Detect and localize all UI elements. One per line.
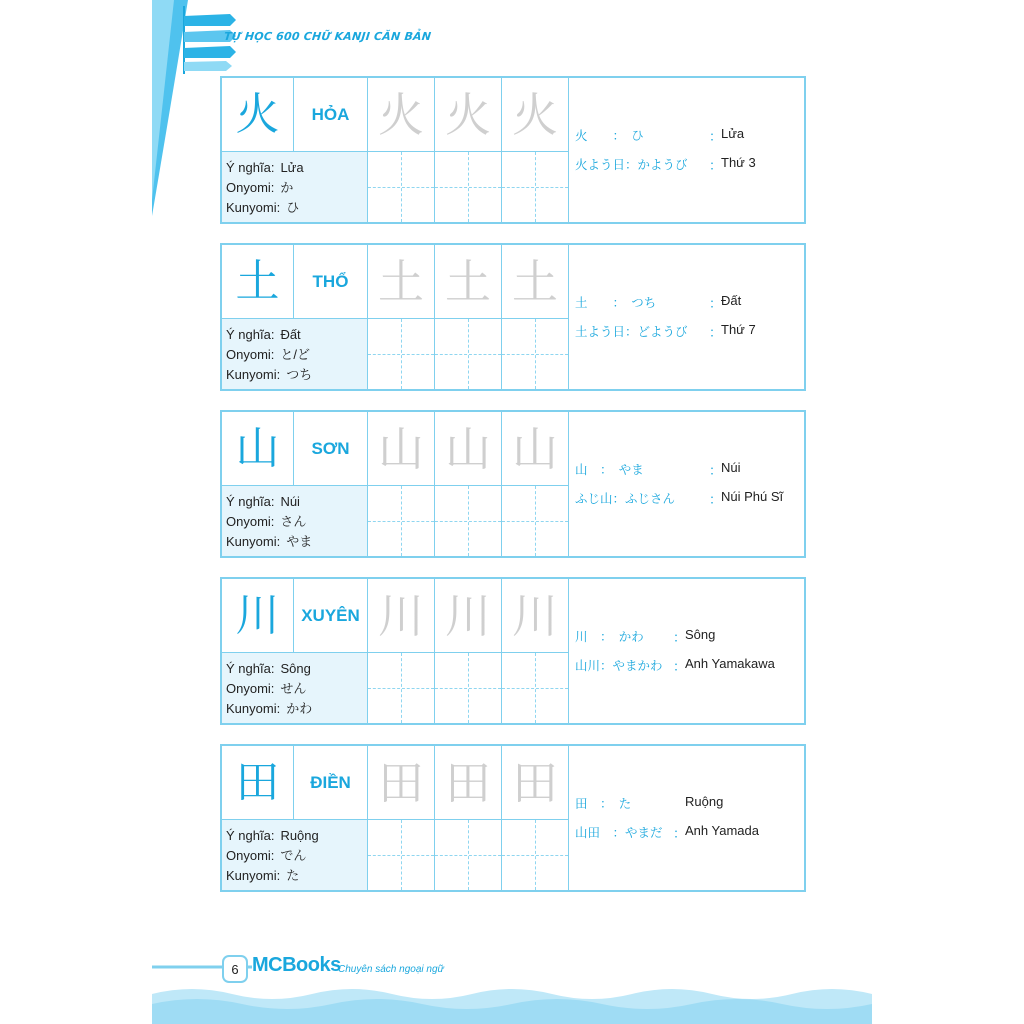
vocab-japanese: 山田 ：やまだ <box>575 825 663 840</box>
trace-box: 火 <box>368 78 435 152</box>
onyomi-label: Onyomi: <box>226 681 275 696</box>
kanji-card <box>220 243 806 391</box>
kanji-card <box>220 744 806 892</box>
meaning-value: Ruộng <box>280 828 319 843</box>
han-viet-name: SƠN <box>294 412 368 486</box>
practice-box[interactable] <box>368 486 435 556</box>
meaning-label: Ý nghĩa: <box>226 494 275 509</box>
vocab-meaning: Anh Yamakawa <box>685 656 775 671</box>
trace-box: 川 <box>435 579 502 653</box>
vocab-item <box>575 794 804 823</box>
onyomi-label: Onyomi: <box>226 347 275 362</box>
vocab-item <box>575 293 804 322</box>
kanji-card <box>220 76 806 224</box>
kunyomi-value: つち <box>286 367 313 382</box>
reading-info <box>222 653 368 723</box>
vocab-separator: ： <box>673 659 687 674</box>
vocab-item <box>575 155 804 184</box>
trace-box: 火 <box>435 78 502 152</box>
han-viet-name: ĐIỀN <box>294 746 368 820</box>
vocab-separator: ： <box>709 492 723 507</box>
vocab-meaning: Anh Yamada <box>685 823 759 838</box>
kanji-card <box>220 410 806 558</box>
vocab-separator: ： <box>673 826 687 841</box>
kanji-character: 川 <box>222 579 294 653</box>
vocab-item <box>575 126 804 155</box>
onyomi-label: Onyomi: <box>226 180 275 195</box>
reading-info <box>222 152 368 222</box>
meaning-label: Ý nghĩa: <box>226 661 275 676</box>
kunyomi-value: やま <box>286 534 313 549</box>
trace-box: 火 <box>502 78 569 152</box>
onyomi-value: か <box>280 180 294 195</box>
vocab-meaning: Thứ 3 <box>721 155 756 170</box>
han-viet-name: THỔ <box>294 245 368 319</box>
han-viet-name: XUYÊN <box>294 579 368 653</box>
vocab-separator: ： <box>709 325 723 340</box>
meaning-label: Ý nghĩa: <box>226 160 275 175</box>
trace-box: 山 <box>435 412 502 486</box>
vocab-item <box>575 460 804 489</box>
practice-box[interactable] <box>502 319 569 389</box>
onyomi-value: せん <box>280 681 307 696</box>
kunyomi-label: Kunyomi: <box>226 868 281 883</box>
vocab-list <box>569 412 804 556</box>
reading-info <box>222 319 368 389</box>
vocab-meaning: Thứ 7 <box>721 322 756 337</box>
vocab-meaning: Đất <box>721 293 742 308</box>
book-title: TỰ HỌC 600 CHỮ KANJI CĂN BẢN <box>223 30 432 43</box>
han-viet-name: HỎA <box>294 78 368 152</box>
meaning-label: Ý nghĩa: <box>226 828 275 843</box>
brand-logo: MCBooks <box>252 954 341 976</box>
vocab-item <box>575 322 804 351</box>
kanji-card <box>220 577 806 725</box>
trace-box: 山 <box>502 412 569 486</box>
practice-box[interactable] <box>368 152 435 222</box>
vocab-meaning: Núi <box>721 460 741 475</box>
onyomi-label: Onyomi: <box>226 514 275 529</box>
vocab-separator: ： <box>673 630 687 645</box>
practice-box[interactable] <box>502 486 569 556</box>
vocab-japanese: 田 ： た <box>575 796 632 811</box>
kunyomi-value: た <box>286 868 300 883</box>
meaning-value: Lửa <box>280 160 304 175</box>
trace-box: 山 <box>368 412 435 486</box>
meaning-value: Đất <box>280 327 301 342</box>
brand-tagline: Chuyên sách ngoại ngữ <box>338 964 444 975</box>
vocab-japanese: 火 ： ひ <box>575 128 644 143</box>
meaning-value: Sông <box>280 661 311 676</box>
trace-box: 川 <box>502 579 569 653</box>
onyomi-value: でん <box>280 848 307 863</box>
kanji-character: 火 <box>222 78 294 152</box>
vocab-item <box>575 489 804 518</box>
kunyomi-label: Kunyomi: <box>226 367 281 382</box>
trace-box: 土 <box>435 245 502 319</box>
kunyomi-label: Kunyomi: <box>226 534 281 549</box>
meaning-value: Núi <box>280 494 300 509</box>
kunyomi-value: かわ <box>286 701 313 716</box>
vocab-meaning: Núi Phú Sĩ <box>721 489 784 504</box>
practice-box[interactable] <box>435 486 502 556</box>
practice-box[interactable] <box>435 152 502 222</box>
kanji-character: 山 <box>222 412 294 486</box>
trace-box: 田 <box>368 746 435 820</box>
practice-box[interactable] <box>368 319 435 389</box>
vocab-separator: ： <box>709 296 723 311</box>
vocab-item <box>575 823 804 852</box>
practice-box[interactable] <box>435 653 502 723</box>
wave-decoration <box>152 980 872 1024</box>
onyomi-label: Onyomi: <box>226 848 275 863</box>
trace-box: 土 <box>368 245 435 319</box>
workbook-page <box>152 0 872 1024</box>
vocab-list <box>569 579 804 723</box>
vocab-japanese: 火よう日：かようび <box>575 157 688 172</box>
vocab-list <box>569 746 804 890</box>
reading-info <box>222 820 368 890</box>
vocab-separator: ： <box>709 463 723 478</box>
vocab-japanese: 山川：やまかわ <box>575 658 663 673</box>
practice-box[interactable] <box>368 653 435 723</box>
kunyomi-label: Kunyomi: <box>226 200 281 215</box>
vocab-list <box>569 78 804 222</box>
vocab-japanese: ふじ山：ふじさん <box>575 491 676 506</box>
kunyomi-value: ひ <box>286 200 300 215</box>
vocab-separator: ： <box>709 129 723 144</box>
practice-box[interactable] <box>435 820 502 890</box>
trace-box: 川 <box>368 579 435 653</box>
practice-box[interactable] <box>435 319 502 389</box>
vocab-item <box>575 627 804 656</box>
trace-box: 田 <box>502 746 569 820</box>
practice-box[interactable] <box>502 653 569 723</box>
vocab-meaning: Sông <box>685 627 716 642</box>
onyomi-value: さん <box>280 514 307 529</box>
practice-box[interactable] <box>502 152 569 222</box>
page-number: 6 <box>222 955 248 983</box>
vocab-item <box>575 656 804 685</box>
onyomi-value: と/ど <box>280 347 311 362</box>
reading-info <box>222 486 368 556</box>
kunyomi-label: Kunyomi: <box>226 701 281 716</box>
vocab-meaning: Ruộng <box>685 794 724 809</box>
practice-box[interactable] <box>502 820 569 890</box>
practice-box[interactable] <box>368 820 435 890</box>
trace-box: 田 <box>435 746 502 820</box>
vocab-list <box>569 245 804 389</box>
vocab-japanese: 川 ： かわ <box>575 629 644 644</box>
vocab-japanese: 土よう日：どようび <box>575 324 688 339</box>
trace-box: 土 <box>502 245 569 319</box>
kanji-character: 田 <box>222 746 294 820</box>
vocab-japanese: 土 ： つち <box>575 295 657 310</box>
vocab-japanese: 山 ： やま <box>575 462 644 477</box>
vocab-meaning: Lửa <box>721 126 745 141</box>
kanji-character: 土 <box>222 245 294 319</box>
vocab-separator: ： <box>709 158 723 173</box>
meaning-label: Ý nghĩa: <box>226 327 275 342</box>
